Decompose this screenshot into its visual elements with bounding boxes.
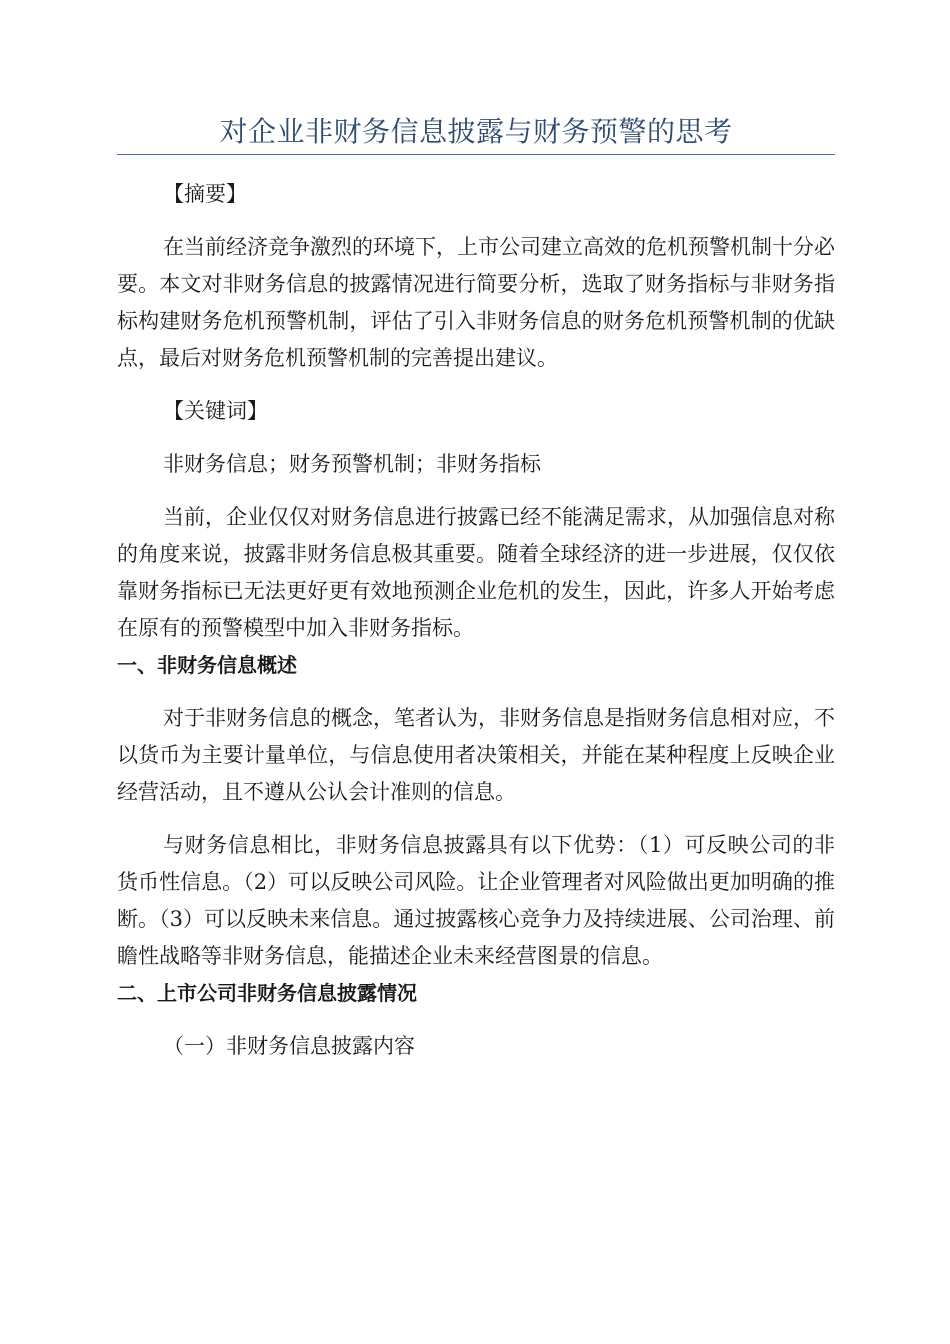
keywords-label: 【关键词】 bbox=[163, 399, 268, 423]
title-underline bbox=[117, 154, 835, 155]
document-body bbox=[117, 176, 835, 1065]
section1-heading: 一、非财务信息概述 bbox=[117, 653, 297, 677]
abstract-text: 在当前经济竞争激烈的环境下，上市公司建立高效的危机预警机制十分必要。本文对非财务信息的披露情况进行简要分析，选取了财务指标与非财务指标构建财务危机预警机制，评估了引入非财务信息的财务危机预警机制的优缺点，最后对财务危机预警机制的完善提出建议。 bbox=[117, 235, 835, 370]
section2-subheading-1: （一）非财务信息披露内容 bbox=[163, 1034, 415, 1058]
document-title: 对企业非财务信息披露与财务预警的思考 bbox=[219, 115, 733, 148]
abstract-label: 【摘要】 bbox=[163, 182, 247, 206]
section1-paragraph-1: 对于非财务信息的概念，笔者认为，非财务信息是指财务信息相对应，不以货币为主要计量单位，与信息使用者决策相关，并能在某种程度上反映企业经营活动，且不遵从公认会计准则的信息。 bbox=[117, 706, 835, 804]
section1-paragraph-2: 与财务信息相比，非财务信息披露具有以下优势：（1）可反映公司的非货币性信息。（2）可以反映公司风险。让企业管理者对风险做出更加明确的推断。（3）可以反映未来信息。通过披露核心竞争力及持续进展、公司治理、前瞻性战略等非财务信息，能描述企业未来经营图景的信息。 bbox=[117, 833, 835, 968]
section2-heading: 二、上市公司非财务信息披露情况 bbox=[117, 981, 417, 1005]
keywords-text: 非财务信息；财务预警机制；非财务指标 bbox=[163, 452, 541, 476]
intro-paragraph: 当前，企业仅仅对财务信息进行披露已经不能满足需求，从加强信息对称的角度来说，披露非财务信息极其重要。随着全球经济的进一步进展，仅仅依靠财务指标已无法更好更有效地预测企业危机的发生，因此，许多人开始考虑在原有的预警模型中加入非财务指标。 bbox=[117, 505, 835, 640]
